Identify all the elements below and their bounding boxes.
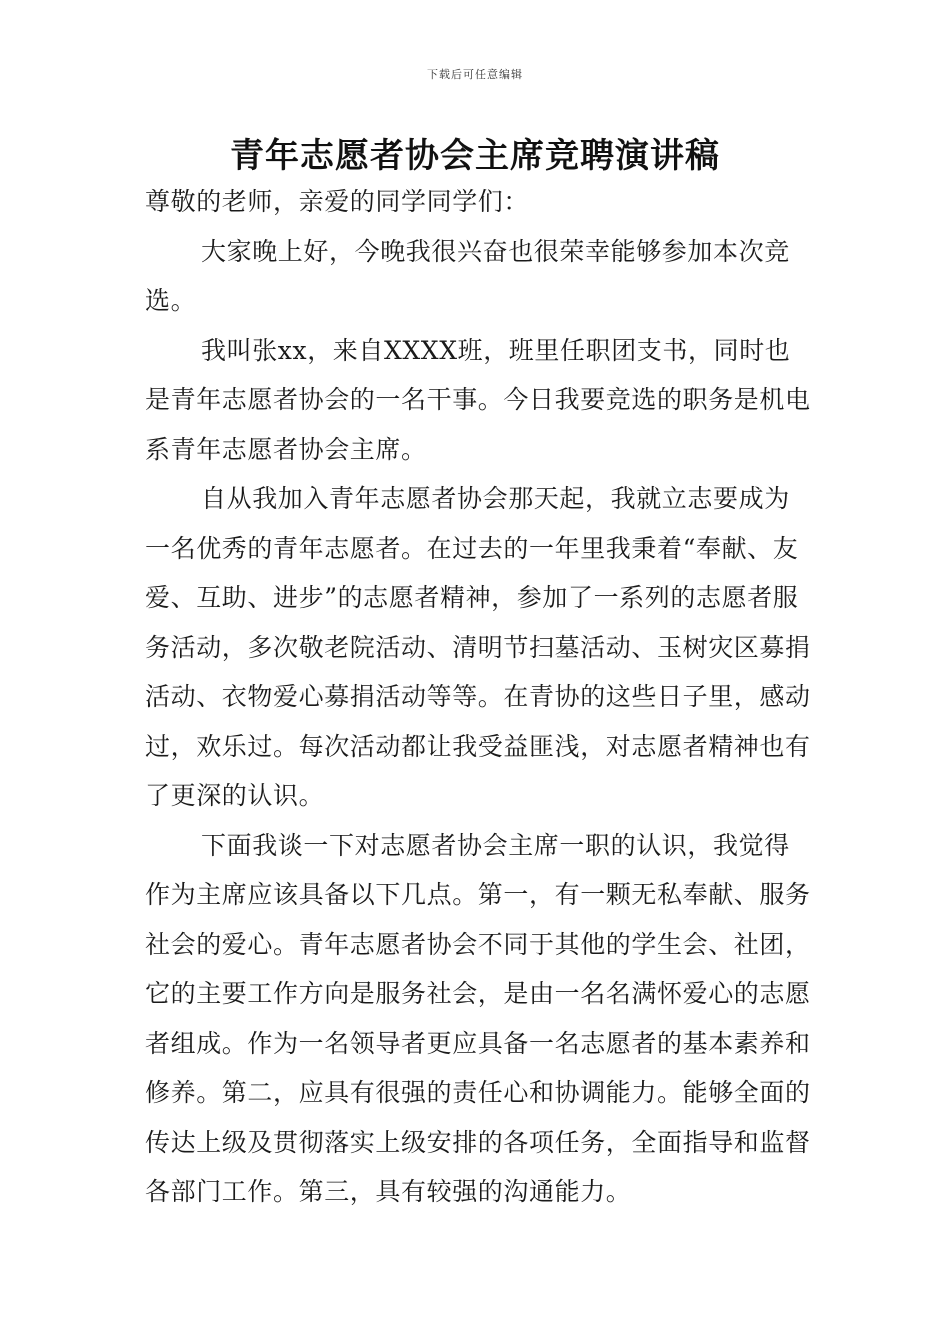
- header-note: 下载后可任意编辑: [427, 68, 523, 81]
- paragraph-introduction: 我叫张xx，来自XXXX班，班里任职团支书，同时也是青年志愿者协会的一名干事。今日我要竞选的职务是机电系青年志愿者协会主席。: [145, 335, 811, 464]
- document-title: 青年志愿者协会主席竞聘演讲稿: [230, 136, 720, 176]
- paragraph-greeting: 大家晚上好，今晚我很兴奋也很荣幸能够参加本次竞选。: [145, 236, 790, 315]
- paragraph-experience: 自从我加入青年志愿者协会那天起，我就立志要成为一名优秀的青年志愿者。在过去的一年里我秉着“奉献、友爱、互助、进步”的志愿者精神，参加了一系列的志愿者服务活动，多次敬老院活动、清明节扫墓活动、玉树灾区募捐活动、衣物爱心募捐活动等等。在青协的这些日子里，感动过，欢乐过。每次活动都让我受益匪浅，对志愿者精神也有了更深的认识。: [145, 484, 811, 810]
- salutation: 尊敬的老师，亲爱的同学同学们：: [145, 187, 530, 216]
- document-body: [145, 177, 813, 1217]
- paragraph-role-understanding: 下面我谈一下对志愿者协会主席一职的认识，我觉得作为主席应该具备以下几点。第一，有一颗无私奉献、服务社会的爱心。青年志愿者协会不同于其他的学生会、社团，它的主要工作方向是服务社会，是由一名名满怀爱心的志愿者组成。作为一名领导者更应具备一名志愿者的基本素养和修养。第二，应具有很强的责任心和协调能力。能够全面的传达上级及贯彻落实上级安排的各项任务，全面指导和监督各部门工作。第三，具有较强的沟通能力。: [145, 830, 811, 1206]
